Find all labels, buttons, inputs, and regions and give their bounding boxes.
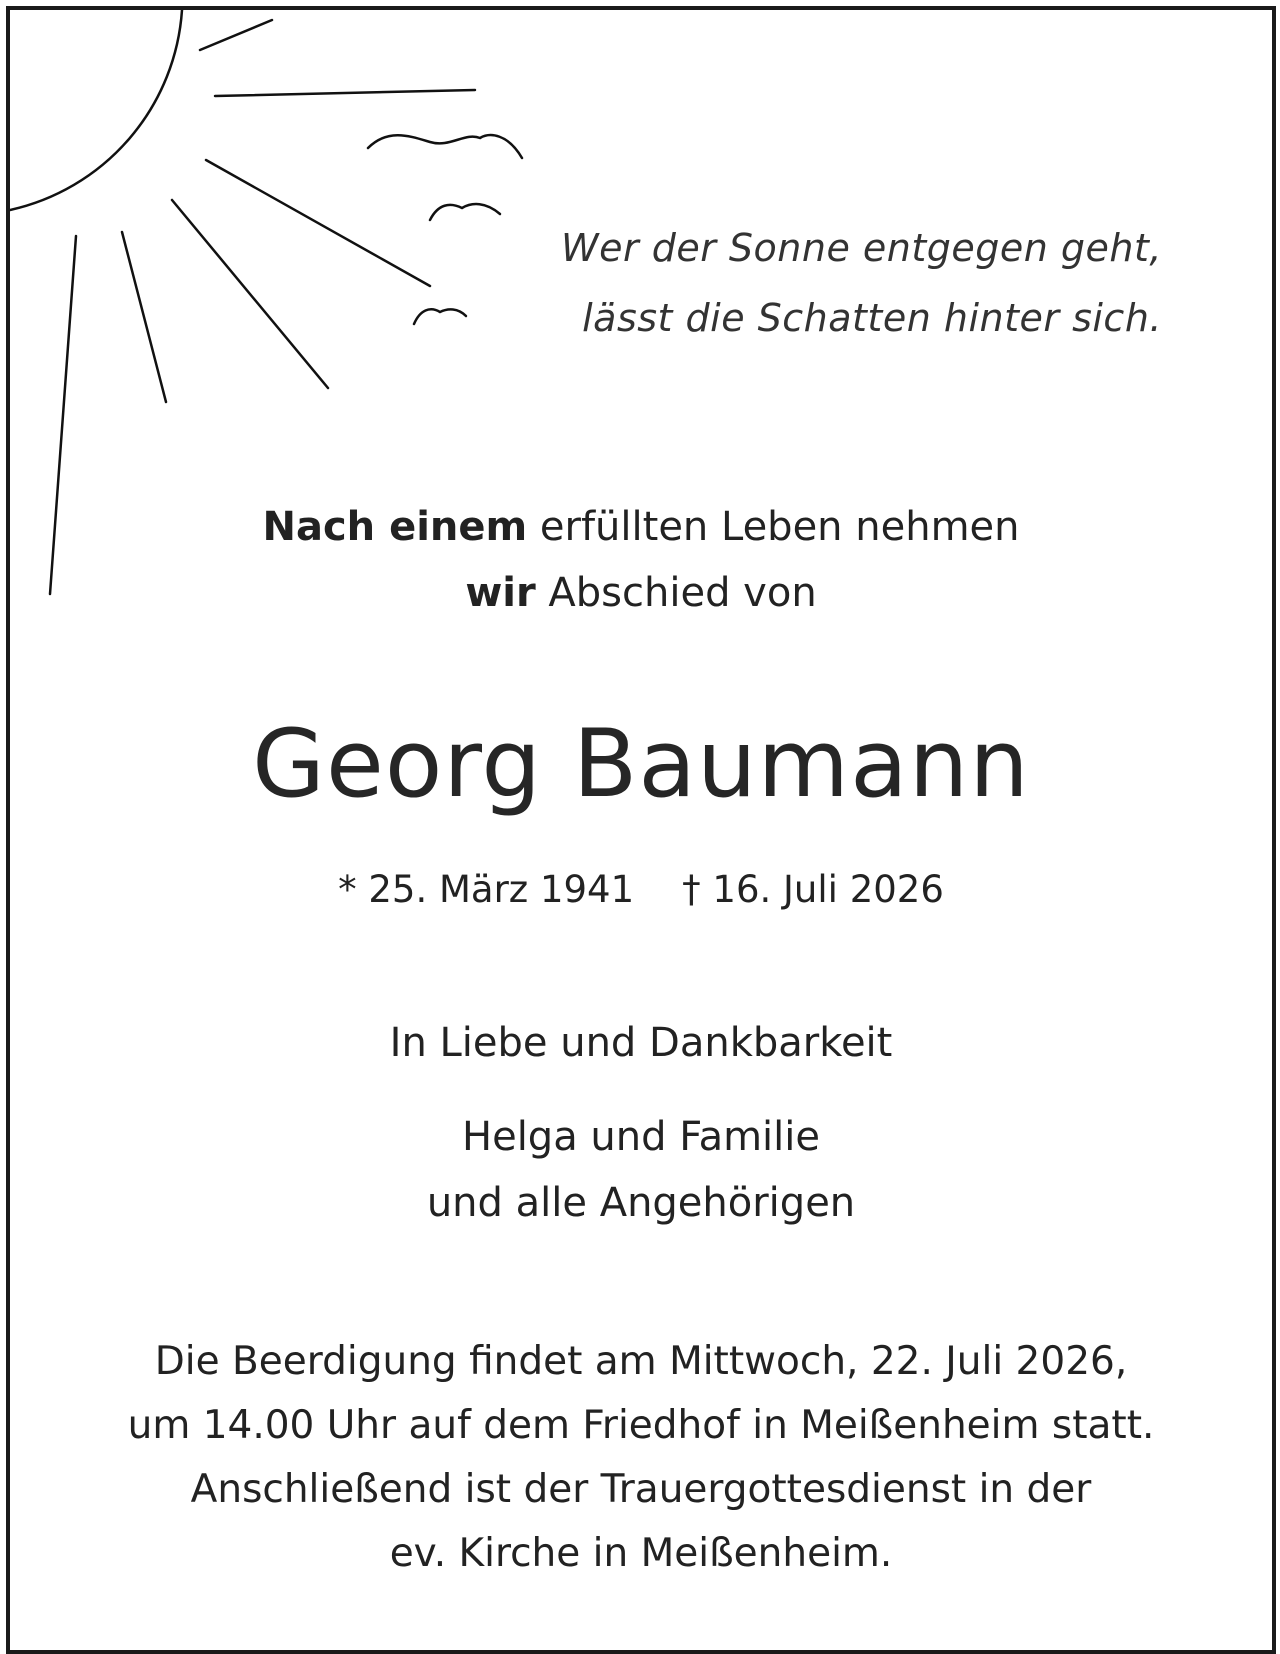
death-date: † 16. Juli 2026 <box>682 868 944 911</box>
intro-bold-1: Nach einem <box>262 504 528 550</box>
motto-line-2: lässt die Schatten hinter sich. <box>582 296 1162 340</box>
intro-line-1 <box>10 494 1272 560</box>
funeral-line-2: um 14.00 Uhr auf dem Friedhof in Meißenheim statt. <box>127 1403 1155 1448</box>
intro-rest-2: Abschied von <box>535 570 817 616</box>
motto-line-1: Wer der Sonne entgegen geht, <box>561 226 1162 270</box>
sun-ray <box>200 20 272 50</box>
sun-ray <box>215 90 475 96</box>
sun-ray <box>172 200 328 388</box>
birth-date: * 25. März 1941 <box>338 868 635 911</box>
intro-bold-2: wir <box>465 570 536 616</box>
funeral-line-1: Die Beerdigung findet am Mittwoch, 22. Juli 2026, <box>154 1339 1128 1384</box>
bird-icon <box>414 309 466 324</box>
bird-icon <box>430 204 500 220</box>
deceased-name: Georg Baumann <box>252 710 1030 819</box>
thanks-line: In Liebe und Dankbarkeit <box>389 1020 893 1066</box>
mourners-line-2: und alle Angehörigen <box>426 1180 856 1226</box>
sun-ray <box>206 160 430 286</box>
intro-rest-1: erfüllten Leben nehmen <box>527 504 1020 550</box>
funeral-line-4: ev. Kirche in Meißenheim. <box>389 1531 893 1576</box>
bird-icon <box>368 135 522 158</box>
sun-arc <box>10 10 182 210</box>
mourners-line-1: Helga und Familie <box>462 1114 820 1160</box>
intro-line-2 <box>10 560 1272 626</box>
life-dates <box>10 868 1272 911</box>
funeral-line-3: Anschließend ist der Trauergottesdienst in der <box>190 1467 1092 1512</box>
sun-ray <box>122 232 166 402</box>
notice-frame <box>6 6 1276 1654</box>
